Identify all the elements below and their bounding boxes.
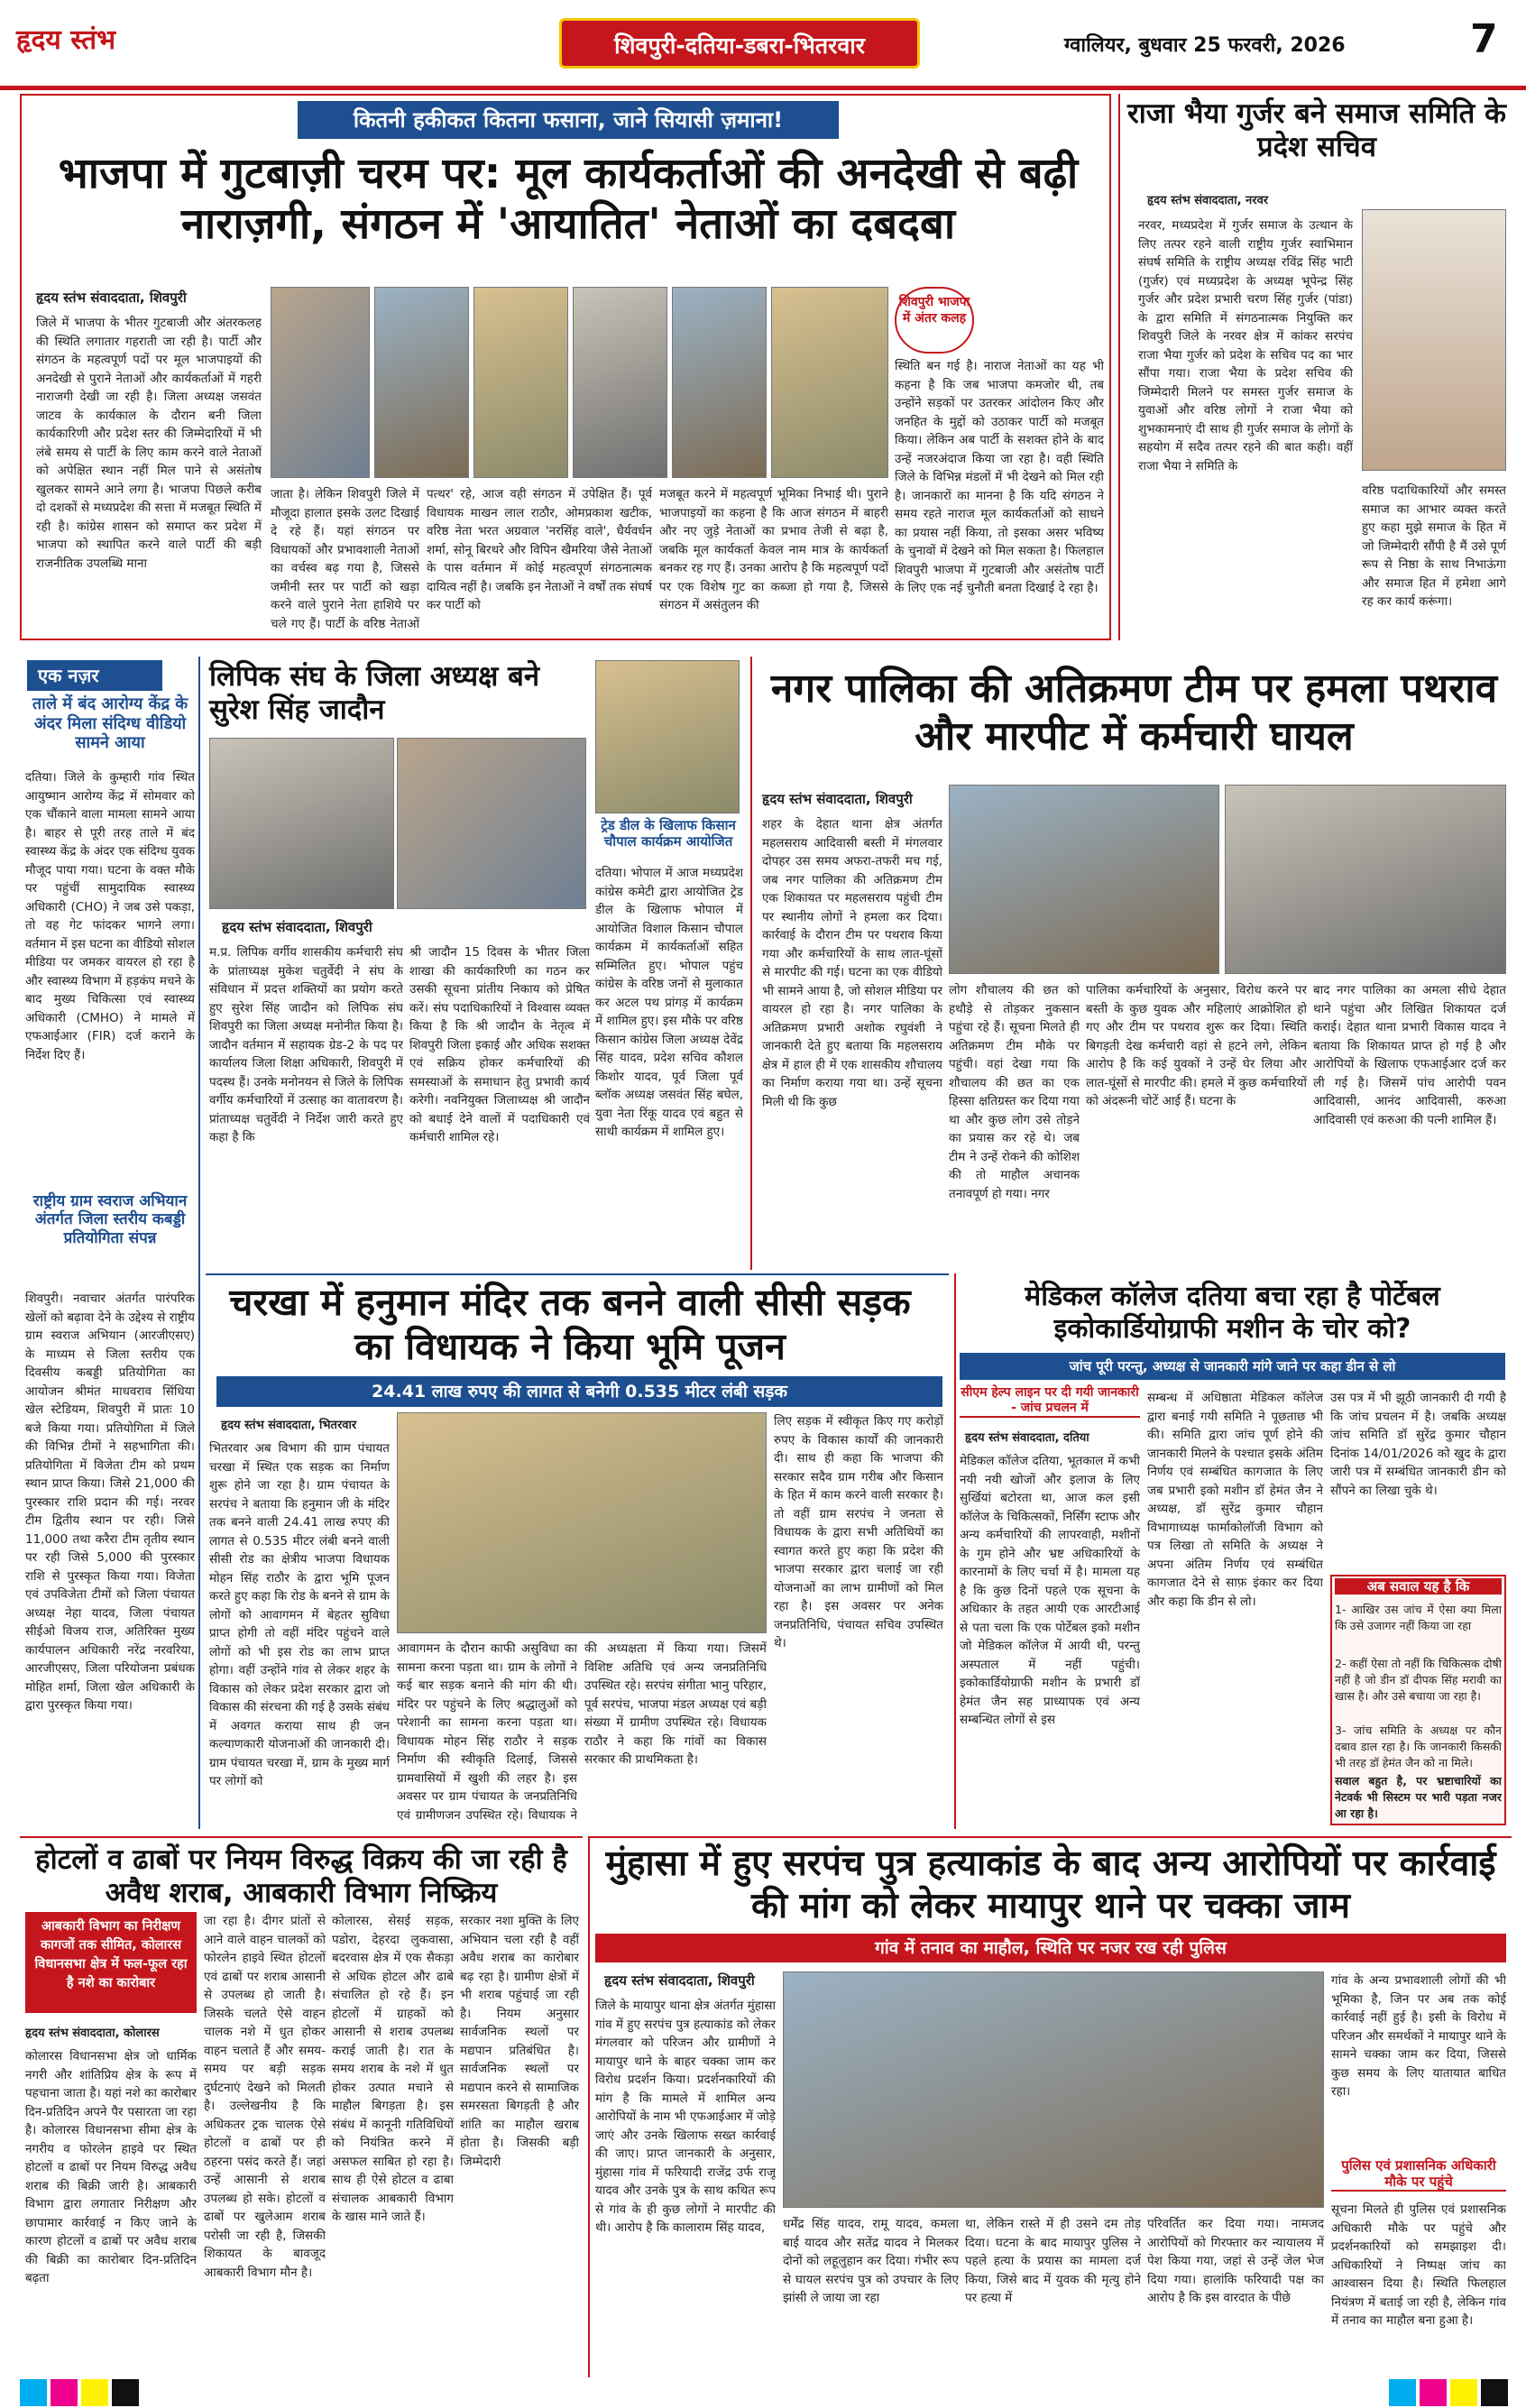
munhasa-col-4: परिवर्तित कर दिया गया। नामजद आरोपियों को गिरफ्तार कर न्यायालय में पेश किया गया, जहां से उन्हें जेल भेज दिया गया। हालांकि फरियादी पक्ष का आरोप है कि इस वारदात के पीछे [1147,2217,1324,2305]
medical-col-2: सम्बन्ध में अधिष्ठाता मेडिकल कॉलेज द्वारा बनाई गयी समिति ने पूछताछ भी की। समिति द्वारा जांच पूर्ण होने की जानकारी मिलने के पश्चात इसके अंतिम निर्णय एवं सम्बंधित कागजात के लिए जब प्रभारी इको मशीन डॉ हेमंत जैन ने अध्यक्ष, डॉ सुरेंद्र कुमार चौहान विभागाध्यक्ष फार्माकोलॉजी विभाग को पत्र लिखा तो समिति के अध्यक्ष ने अपना अंतिम निर्णय एवं सम्बंधित कागजात देने से साफ़ इंकार कर दिया और कहा कि डीन से लो। [1147,1391,1323,1609]
lipik-col-2: श्री जादौन 15 दिवस के भीतर जिला शाखा की कार्यकारिणी का गठन कर उसकी सूचना प्रांतीय निकाय को प्रेषित करें। संघ पदाधिकारियों ने विश्वास व्यक्त किया है कि श्री जादौन के नेतृत्व में शिवपुरी जिला इकाई और अधिक सशक्त एवं सक्रिय होकर कर्मचारियों की समस्याओं के समाधान हेतु प्रभावी कार्य करेगी। नवनियुक्त जिलाध्यक्ष श्री जादौन को बधाई देने वालों में पदाधिकारी एवं कर्मचारी शामिल रहे। [409,945,590,1144]
munhasa-strap: गांव में तनाव का माहौल, स्थिति पर नजर रख रही पुलिस [595,1934,1506,1962]
munhasa-byline: हृदय स्तंभ संवाददाता, शिवपुरी [604,1972,755,1989]
bjp-col-2: जाता है। लेकिन शिवपुरी जिले में मौजूदा हालात इसके उलट दिखाई दे रहे हैं। यहां संगठन पर विधायकों और प्रभावशाली नेताओं का वर्चस्व बढ़ गया है, जिससे जमीनी स्तर पर पार्टी को खड़ा करने वाले पुराने नेता हाशिये पर चले गए हैं। पार्टी के वरिष्ठ नेताओं [271,487,419,631]
charkha-col-2: आवागमन के दौरान काफी असुविधा का सामना करना पड़ता था। ग्राम के लोगों ने कई बार सड़क बनाने की मांग की थी। मंदिर पर पहुंचने के लिए श्रद्धालुओं को परेशानी का सामना करना पड़ता था। विधायक मोहन सिंह राठौर ने सड़क निर्माण की स्वीकृति दिलाई, जिससे ग्रामवासियों में खुशी की लहर है। इस अवसर पर ग्राम पंचायत के जनप्रतिनिधि एवं ग्रामीणजन उपस्थित रहे। विधायक ने [397,1641,577,1823]
photo-lipik-2 [397,738,586,909]
nazar-body-2: शिवपुरी। नवाचार अंतर्गत पारंपरिक खेलों को बढ़ावा देने के उद्देश्य से राष्ट्रीय ग्राम स्वराज अभियान (आरजीएसए) के माध्यम से जिला स्तरीय एक दिवसीय कबड्डी प्रतियोगिता का आयोजन श्रीमंत माधवराव सिंधिया खेल स्टेडियम, शिवपुरी में प्रातः 10 बजे किया गया। प्रतियोगिता में जिले की विभिन्न टीमों ने सहभागिता की। प्रतियोगिता में विजेता टीम को प्रथम स्थान प्राप्त किया। जिसे 21,000 की पुरस्कार राशि प्रदान की गई। नरवर टीम द्वितीय स्थान पर रही। जिसे 11,000 तथा करैरा टीम तृतीय स्थान पर रही जिसे 5,000 की पुरस्कार राशि से पुरस्कृत किया गया। विजेता एवं उपविजेता टीमों को जिला पंचायत अध्यक्ष नेहा यादव, जिला पंचायत सीईओ विजय राज, अतिरिक्त मुख्य कार्यपालन अधिकारी नरेंद्र नरवरिया, आरजीएसए, जिला परियोजना प्रबंधक मोहित शर्मा, जिला खेल अधिकारी के द्वारा पुरस्कृत किया गया। [25,1291,195,1713]
color-mark-magenta [51,2379,78,2406]
photo-leader-4 [573,287,667,478]
charkha-strap: 24.41 लाख रुपए की लागत से बनेगी 0.535 मीटर लंबी सड़क [216,1376,942,1407]
color-mark-black [112,2379,139,2406]
photo-raja-bhaiya [1362,209,1506,471]
color-mark-yellow [81,2379,108,2406]
liquor-tag: आबकारी विभाग का निरीक्षण कागजों तक सीमित, कोलारस विधानसभा क्षेत्र में फल-फूल रहा है नशे का कारोबार [25,1912,197,2013]
munhasa-col-3: था, लेकिन रास्ते में ही उसने दम तोड़ दिया। घटना के बाद मायापुर पुलिस ने पहले हत्या के प्रयास का मामला दर्ज किया, जिसे बाद में युवक की मृत्यु होने पर हत्या में [965,2217,1141,2305]
liquor-col-3: कोलारस, सेसई सड़क, पडोरा, देहरदा लुकवासा, बदरवास क्षेत्र में एक सैकड़ा से अधिक होटल और ढाबे संचालित हो रहे हैं। इन होटलों में ग्राहकों को आसानी से शराब उपलब्ध कराई जाती है। रात के समय शराब के नशे में धुत होकर उत्पात मचाने से माहौल बिगड़ता है। इस संबंध में कानूनी गतिविधियों को नियंत्रित करने में असफल साबित हो रहा है। साथ ही ऐसे होटल व ढाबा संचालक आबकारी विभाग के खास माने जाते हैं। [332,1914,454,2224]
attack-headline: नगर पालिका की अतिक्रमण टीम पर हमला पथराव और मारपीट में कर्मचारी घायल [770,666,1498,759]
medical-headline: मेडिकल कॉलेज दतिया बचा रहा है पोर्टेबल इकोकार्डियोग्राफी मशीन के चोर को? [1025,1281,1440,1345]
liquor-col-2: जा रहा है। दीगर प्रांतों से आने वाले वाहन चालकों को फोरलेन हाइवे स्थित होटलों एवं ढाबों पर शराब आसानी से उपलब्ध हो जाती है। जिसके चलते ऐसे वाहन चालक नशे में धुत होकर वाहन चलाते हैं और समय-समय पर बड़ी सड़क दुर्घटनाएं देखने को मिलती है। उल्लेखनीय है कि अधिकतर ट्रक चालक ऐसे होटलों व ढाबों पर ही ठहरना पसंद करते हैं। जहां उन्हें आसानी से शराब उपलब्ध हो सके। होटलों व ढाबों पर खुलेआम शराब परोसी जा रही है, जिसकी शिकायत के बावजूद आबकारी विभाग मौन है। [204,1914,326,2280]
question-note: सवाल बहुत है, पर भ्रष्टाचारियों का नेटवर्क भी सिस्टम पर भारी पड़ता नजर आ रहा है। [1335,1774,1502,1820]
page-number: 7 [1470,16,1498,62]
bjp-byline: हृदय स्तंभ संवाददाता, शिवपुरी [36,290,187,306]
bjp-kicker: कितनी हकीकत कितना फसाना, जाने सियासी ज़माना! [298,101,839,139]
lipik-col-1: म.प्र. लिपिक वर्गीय शासकीय कर्मचारी संघ के प्रांताध्यक्ष मुकेश चतुर्वेदी ने संघ के संविधान में प्रदत्त शक्तियों का प्रयोग करते हुए सुरेश सिंह जादौन को लिपिक संघ शिवपुरी का जिला अध्यक्ष मनोनीत किया है। जादौन वर्तमान में सहायक ग्रेड-2 के पद पर कार्यालय जिला शिक्षा अधिकारी, शिवपुरी में पदस्थ हैं। उनके मनोनयन से जिले के लिपिक वर्गीय कर्मचारियों में उत्साह का वातावरण है। प्रांताध्यक्ष चतुर्वेदी ने निर्देश जारी करते हुए कहा है कि [209,945,403,1144]
brand-logo: हृदय स्तंभ [16,24,116,56]
medical-byline: हृदय स्तंभ संवाददाता, दतिया [965,1431,1089,1445]
attack-col-4: बाद नगर पालिका का अमला सीधे देहात थाने पहुंचा और लिखित शिकायत दर्ज कराई। देहात थाना प्रभारी विकास यादव ने बताया कि शिकायत प्राप्त हो गई है और आरोपियों के खिलाफ एफआईआर दर्ज कर ली गई है। जिसमें पांच आरोपी पवन आदिवासी, आनंद आदिवासी, करुआ आदिवासी एवं करुआ की पत्नी शामिल हैं। [1313,983,1506,1127]
bjp-badge: शिवपुरी भाजपा में अंतर कलह [895,287,974,354]
liquor-byline: हृदय स्तंभ संवाददाता, कोलारस [25,2027,160,2040]
lipik-byline: हृदय स्तंभ संवाददाता, शिवपुरी [222,919,372,935]
bjp-headline: भाजपा में गुटबाज़ी चरम पर: मूल कार्यकर्ताओं की अनदेखी से बढ़ी नाराज़गी, संगठन में 'आयातित' नेताओं का दबदबा [58,149,1079,250]
munhasa-col-1: जिले के मायापुर थाना क्षेत्र अंतर्गत मुंहासा गांव में हुए सरपंच पुत्र हत्याकांड को लेकर मंगलवार को परिजन और ग्रामीणों ने मायापुर थाने के बाहर चक्का जाम कर विरोध प्रदर्शन किया। प्रदर्शनकारियों की मांग है कि मामले में शामिल अन्य आरोपियों के नाम भी एफआईआर में जोड़े जाएं और उनके खिलाफ सख्त कार्रवाई की जाए। प्राप्त जानकारी के अनुसार, मुंहासा गांव में फरियादी राजेंद्र उर्फ राजू यादव और उनके पुत्र के साथ कथित रूप से गांव के ही कुछ लोगों ने मारपीट की थी। आरोप है कि कालाराम सिंह यादव, [595,1999,776,2235]
raja-headline: राजा भैया गुर्जर बने समाज समिति के प्रदेश सचिव [1127,97,1506,164]
munhasa-col-5: गांव के अन्य प्रभावशाली लोगों की भी भूमिका है, जिन पर अब तक कोई कार्रवाई नहीं हुई है। इसी के विरोध में परिजन और समर्थकों ने मायापुर थाने के सामने चक्का जाम कर दिया, जिससे कुछ समय के लिए यातायात बाधित रहा। [1331,1973,1506,2099]
color-mark-magenta-right [1420,2379,1447,2406]
photo-leader-5 [672,287,767,478]
question-1: 1- आखिर उस जांच में ऐसा क्या मिला कि उसे उजागर नहीं किया जा रहा [1335,1603,1502,1632]
issue-date: ग्वालियर, बुधवार 25 फरवरी, 2026 [1064,34,1346,57]
bjp-col-5: स्थिति बन गई है। नाराज नेताओं का यह भी कहना है कि जब भाजपा कमजोर थी, तब उन्होंने सड़कों पर उतरकर आंदोलन किए और जनहित के मुद्दों को उठाकर पार्टी को मजबूत किया। लेकिन अब पार्टी के सशक्त होने के बाद उन्हें नजरअंदाज किया जा रहा है। वही स्थिति जिले के विभिन्न मंडलों में भी देखने को मिल रही है। जानकारों का मानना है कि यदि संगठन ने समय रहते नाराज मूल कार्यकर्ताओं को साधने का प्रयास नहीं किया, तो इसका असर भविष्य के चुनावों में देखने को मिल सकता है। फिलहाल शिवपुरी भाजपा में गुटबाजी और असंतोष पार्टी के लिए एक नई चुनौती बनता दिखाई दे रहा है। [895,359,1104,595]
bjp-col-4: मजबूत करने में महत्वपूर्ण भूमिका निभाई थी। पुराने भाजपाइयों का कहना है कि आज संगठन में बाहरी और नए जुड़े नेताओं का प्रभाव तेजी से बढ़ा है, जबकि मूल कार्यकर्ता केवल नाम मात्र के कार्यकर्ता बनकर रह गए हैं। उनका आरोप है कि महत्वपूर्ण पदों पर एक विशेष गुट का कब्जा हो गया है, जिससे संगठन में असंतुलन की [659,487,888,612]
color-mark-cyan-right [1389,2379,1416,2406]
photo-trade-deal [595,660,740,813]
munhasa-headline: मुंहासा में हुए सरपंच पुत्र हत्याकांड के बाद अन्य आरोपियों पर कार्रवाई की मांग को लेकर मायापुर थाने पर चक्का जाम [605,1843,1496,1926]
attack-byline: हृदय स्तंभ संवाददाता, शिवपुरी [762,791,913,807]
munhasa-col-6: सूचना मिलते ही पुलिस एवं प्रशासनिक अधिकारी मौके पर पहुंचे और प्रदर्शनकारियों को समझाइश दी। अधिकारियों ने निष्पक्ष जांच का आश्वासन दिया है। स्थिति फिलहाल नियंत्रण में बताई जा रही है, लेकिन गांव में तनाव का माहौल बना हुआ है। [1331,2202,1506,2328]
color-mark-yellow-right [1450,2379,1477,2406]
raja-col-2: वरिष्ठ पदाधिकारियों और समस्त समाज का आभार व्यक्त करते हुए कहा मुझे समाज के हित में जो जिम्मेदारी सौंपी है मैं उसे पूर्ण रूप से निष्ठा के साथ निभाऊंगा और समाज हित में हमेशा आगे रह कर कार्य करूंगा। [1362,483,1506,609]
nazar-body-1: दतिया। जिले के कुम्हारी गांव स्थित आयुष्मान आरोग्य केंद्र में सोमवार को एक चौंकाने वाला मामला सामने आया है। बाहर से पूरी तरह ताले में बंद स्वास्थ्य केंद्र के अंदर एक संदिग्ध युवक मौजूद पाया गया। घटना के वक्त मौके पर पहुंचीं सामुदायिक स्वास्थ्य अधिकारी (CHO) ने जब उसे पकड़ा, तो वह गेट फांदकर भागने लगा। वर्तमान में इस घटना का वीडियो सोशल मीडिया पर जमकर वायरल हो रहा है और स्वास्थ्य विभाग में हड़कंप मचने के बाद मुख्य चिकित्सा एवं स्वास्थ्य अधिकारी (CMHO) ने मामले में एफआईआर (FIR) दर्ज कराने के निर्देश दिए हैं। [25,770,195,1062]
attack-col-1: शहर के देहात थाना क्षेत्र अंतर्गत महलसराय आदिवासी बस्ती में मंगलवार दोपहर उस समय अफरा-तफरी मच गई, जब नगर पालिका की अतिक्रमण टीम एक शिकायत पर महलसराय पहुंची टीम पर स्थानीय लोगों ने हमला कर दिया। कार्रवाई के दौरान टीम पर पथराव किया गया और कर्मचारियों के साथ लात-घूंसों से मारपीट की गई। घटना का एक वीडियो भी सामने आया है, जो सोशल मीडिया पर वायरल हो रहा है। नगर पालिका के अतिक्रमण प्रभारी अशोक रघुवंशी ने जानकारी देते हुए बताया कि महलसराय क्षेत्र में हाल ही में एक शासकीय शौचालय का निर्माण कराया गया था। उन्हें सूचना मिली थी कि कुछ [762,817,942,1109]
photo-attack-2 [1225,785,1506,974]
medical-strap: जांच पूरी परन्तु, अध्यक्ष से जानकारी मांगे जाने पर कहा डीन से लो [960,1353,1505,1380]
photo-leader-3 [473,287,568,478]
medical-col-3: उस पत्र में भी झूठी जानकारी दी गयी है कि जांच प्रचलन में है। जबकि अध्यक्ष जांच समिति डॉ सुरेंद्र कुमार चौहान दिनांक 14/01/2026 को खुद के द्वारा जारी पत्र में सम्बंधित जानकारी डीन को सौंपने का लिखा चुके थे। [1330,1391,1506,1498]
photo-lipik-1 [209,738,394,909]
liquor-col-1: कोलारस विधानसभा क्षेत्र जो धार्मिक नगरी और शांतिप्रिय क्षेत्र के रूप में पहचाना जाता है। यहां नशे का कारोबार दिन-प्रतिदिन अपने पैर पसारता जा रहा है। कोलारस विधानसभा सीमा क्षेत्र के नगरीय व फोरलेन हाइवे पर स्थित होटलों व ढाबों पर नियम विरुद्ध अवैध शराब की बिक्री जारी है। आबकारी विभाग द्वारा लगातार निरीक्षण और छापामार कार्रवाई न किए जाने के कारण होटलों व ढाबों पर अवैध शराब की बिक्री का कारोबार दिन-प्रतिदिन बढ़ता [25,2049,197,2285]
trade-deal-headline: ट्रेड डील के खिलाफ किसान चौपाल कार्यक्रम आयोजित [601,817,736,850]
photo-bhoomi-pujan [397,1412,767,1633]
attack-col-2: लोग शौचालय की छत को हथौड़े से तोड़कर नुकसान पहुंचा रहे हैं। सूचना मिलते ही अतिक्रमण टीम मौके पर पहुंची। वहां देखा गया कि शौचालय की छत का एक हिस्सा क्षतिग्रस्त कर दिया गया था और कुछ लोग उसे तोड़ने का प्रयास कर रहे थे। जब टीम ने उन्हें रोकने की कोशिश की तो माहौल अचानक तनावपूर्ण हो गया। नगर [949,983,1080,1201]
nazar-headline-1: ताले में बंद आरोग्य केंद्र के अंदर मिला संदिग्ध वीडियो सामने आया [32,694,188,753]
photo-leader-2 [374,287,469,478]
charkha-byline: हृदय स्तंभ संवाददाता, भितरवार [221,1419,357,1432]
photo-chakka-jam [783,1971,1324,2208]
question-box-title: अब सवाल यह है कि [1335,1578,1502,1595]
bjp-col-3: पत्थर' रहे, आज वही संगठन में उपेक्षित हैं। पूर्व विधायक माखन लाल राठौर, ओमप्रकाश खटीक, वरिष्ठ नेता भरत अग्रवाल 'नरसिंह वाले', धैर्यवर्धन शर्मा, सोनू बिरथरे और विपिन खैमरिया जैसे नेताओं के पास वर्तमान में कोई महत्वपूर्ण संगठनात्मक दायित्व नहीं है। जबकि इन नेताओं ने वर्षों तक संघर्ष कर पार्टी को [427,487,652,612]
edition-ribbon: शिवपुरी-दतिया-डबरा-भितरवार [559,18,920,69]
munhasa-col-2: धर्मेंद्र सिंह यादव, रामू यादव, कमला बाई यादव और सतेंद्र यादव ने मिलकर दोनों को लहूलुहान कर दिया। गंभीर रूप से घायल सरपंच पुत्र को उपचार के लिए झांसी ले जाया जा रहा [783,2217,959,2305]
question-2: 2- कहीं ऐसा तो नहीं कि चिकित्सक दोषी नहीं है जो डीन डॉ दीपक सिंह मरावी का खास है। और उसे बचाया जा रहा है। [1335,1657,1502,1703]
color-mark-cyan [20,2379,47,2406]
charkha-col-4: लिए सड़क में स्वीकृत किए गए करोड़ों रुपए के विकास कार्यों की जानकारी दी। साथ ही कहा कि भाजपा की सरकार सदैव ग्राम गरीब और किसान के हित में काम करने वाली सरकार है। तो वहीं ग्राम सरपंच ने जनता से विधायक के द्वारा सभी अतिथियों का स्वागत करते हुए कहा कि प्रदेश की भाजपा सरकार द्वारा चलाई जा रही योजनाओं का लाभ ग्रामीणों को मिल रहा है। इस अवसर पर अनेक जनप्रतिनिधि, पंचायत सचिव उपस्थित थे। [774,1414,943,1650]
medical-subhead: सीएम हेल्प लाइन पर दी गयी जानकारी - जांच प्रचलन में [960,1385,1140,1418]
photo-leader-6 [771,287,888,478]
medical-col-1: मेडिकल कॉलेज दतिया, भूतकाल में कभी नयी नयी खोजों और इलाज के लिए सुर्खियां बटोरता था, आज कल इसी कॉलेज के चिकित्सकों, निर्सिंग स्टाफ और अन्य कर्मचारियों की लापरवाही, मशीनों के गुम होने और भ्रष्ट अधिकारियों के कारनामों के लिए चर्चा में है। मामला यह है कि कुछ दिनों पहले एक सूचना के अधिकार के तहत आयी एक आरटीआई से पता चला कि एक पोर्टेबल इको मशीन जो मेडिकल कॉलेज में आयी थी, परन्तु अस्पताल में नहीं पहुंची। इकोकार्डियोग्राफी मशीन के प्रभारी डॉ हेमंत जैन सह प्राध्यापक एवं अन्य सम्बन्धित लोगों से इस [960,1454,1140,1727]
photo-attack-1 [949,785,1219,974]
ek-nazar-label: एक नज़र [27,660,162,691]
nazar-headline-2: राष्ट्रीय ग्राम स्वराज अभियान अंतर्गत जिला स्तरीय कबड्डी प्रतियोगिता संपन्न [32,1192,188,1247]
attack-col-3: पालिका कर्मचारियों के अनुसार, विरोध करने पर बस्ती के कुछ युवक और महिलाएं आक्रोशित हो गए और टीम पर पथराव शुरू कर दिया। स्थिति बिगड़ती देख कर्मचारी वहां से हटने लगे, लेकिन आरोप है कि कई युवकों ने उन्हें घेर लिया और लात-घूंसों से मारपीट की। हमले में कुछ कर्मचारियों को अंदरूनी चोटें आई हैं। घटना के [1086,983,1307,1108]
liquor-col-4: सरकार नशा मुक्ति के लिए अभियान चला रही है वहीं अवैध शराब का कारोबार बढ़ रहा है। ग्रामीण क्षेत्रों में भी शराब पहुंचाई जा रही है। नियम अनुसार सार्वजनिक स्थलों पर मद्यपान प्रतिबंधित है। सार्वजनिक स्थलों पर मद्यपान करने से सामाजिक समरसता बिगड़ती है और शांति का माहौल खराब होता है। जिसकी बड़ी जिम्मेदारी [460,1914,579,2169]
charkha-headline: चरखा में हनुमान मंदिर तक बनने वाली सीसी सड़क का विधायक ने किया भूमि पूजन [229,1281,911,1369]
liquor-headline: होटलों व ढाबों पर नियम विरुद्ध विक्रय की जा रही है अवैध शराब, आबकारी विभाग निष्क्रिय [35,1843,567,1910]
munhasa-subhead: पुलिस एवं प्रशासनिक अधिकारी मौके पर पहुंचे [1331,2157,1506,2192]
question-3: 3- जांच समिति के अध्यक्ष पर कौन दबाव डाल रहा है। कि जानकारी किसकी भी तरह डॉ हेमंत जैन को ना मिले। [1335,1723,1502,1769]
charkha-col-3: की अध्यक्षता में किया गया। जिसमें विशिष्ट अतिथि एवं अन्य जनप्रतिनिधि उपस्थित रहे। सरपंच संगीता भानु परिहार, पूर्व सरपंच, भाजपा मंडल अध्यक्ष एवं बड़ी संख्या में ग्रामीण उपस्थित रहे। विधायक राठौर ने कहा कि गांवों का विकास सरकार की प्राथमिकता है। [584,1641,767,1767]
bjp-col-1: जिले में भाजपा के भीतर गुटबाजी और अंतरकलह की स्थिति लगातार गहराती जा रही है। पार्टी और संगठन के महत्वपूर्ण पदों पर मूल भाजपाइयों की अनदेखी से पुराने नेताओं और कार्यकर्ताओं में गहरी नाराजगी देखी जा रही है। जिला अध्यक्ष जसवंत जाटव के कार्यकाल के दौरान बनी जिला कार्यकारिणी और प्रदेश स्तर की जिम्मेदारियों में भी लंबे समय से पार्टी के लिए काम करने वाले नेताओं को अपेक्षित स्थान नहीं मिल पाने से असंतोष खुलकर सामने आने लगा है। भाजपा पिछले करीब दो दशकों से मध्यप्रदेश की सत्ता में मजबूत स्थिति में रही है। कांग्रेस शासन को समाप्त कर प्रदेश में भाजपा को स्थापित करने वाले पार्टी की बड़ी राजनीतिक उपलब्धि माना [36,316,262,571]
charkha-col-1: भितरवार अब विभाग की ग्राम पंचायत चरखा में स्थित एक सड़क का निर्माण शुरू होने जा रहा है। ग्राम पंचायत के सरपंच ने बताया कि हनुमान जी के मंदिर तक बनने वाली 24.41 लाख रुपए की लागत से 0.535 मीटर लंबी बनने वाली सीसी रोड का क्षेत्रीय भाजपा विधायक मोहन सिंह राठौर के द्वारा भूमि पूजन करते हुए कहा कि रोड के बनने से ग्राम के लोगों को आवागमन में बेहतर सुविधा प्राप्त होगी तो वहीं मंदिर पहुंचने वाले लोगों को भी इस रोड का लाभ प्राप्त होगा। वहीं उन्होंने गांव से लेकर शहर के विकास को लेकर प्रदेश सरकार द्वारा जो विकास की संरचना की गई है उसके संबंध में अवगत कराया साथ ही जन कल्याणकारी योजनाओं की जानकारी दी। ग्राम पंचायत चरखा में, ग्राम के मुख्य मार्ग पर लोगों को [209,1441,390,1788]
raja-col-1: नरवर, मध्यप्रदेश में गुर्जर समाज के उत्थान के लिए तत्पर रहने वाली राष्ट्रीय गुर्जर स्वाभिमान संघर्ष समिति के राष्ट्रीय अध्यक्ष रविंद्र सिंह भाटी (गुर्जर) एवं मध्यप्रदेश के अध्यक्ष भूपेन्द्र सिंह गुर्जर और प्रदेश प्रभारी चरण सिंह गुर्जर (पांडा) के द्वारा समिति में संगठनात्मक नियुक्ति कर शिवपुरी जिले के नरवर क्षेत्र में कांकर सरपंच राजा भैया गुर्जर को प्रदेश के सचिव पद का भार सौंपा गया। राजा भैया के प्रदेश सचिव की जिम्मेदारी मिलने पर समस्त गुर्जर समाज के युवाओं और वरिष्ठ लोगों ने राजा भैया को शुभकामनाएं दी साथ ही गुर्जर समाज के लोगों के सहयोग में सदैव तत्पर रहने की बात कही। वहीं राजा भैया ने समिति के [1138,218,1353,473]
photo-leader-1 [271,287,370,478]
trade-deal-body: दतिया। भोपाल में आज मध्यप्रदेश कांग्रेस कमेटी द्वारा आयोजित ट्रेड डील के खिलाफ भोपाल में आयोजित विशाल किसान चौपाल कार्यक्रम में कार्यकर्ताओं सहित सम्मिलित हुए। भोपाल पहुंच कांग्रेस के वरिष्ठ जनों से मुलाकात कर अटल पथ प्रांगड़ में कार्यक्रम में शामिल हुए। इस मौके पर वरिष्ठ किसान कांग्रेस जिला अध्यक्ष देवेंद्र सिंह यादव, प्रदेश सचिव कौशल किशोर यादव, पूर्व जिला पूर्व ब्लॉक अध्यक्ष जसवंत सिंह बघेल, युवा नेता रिंकू यादव एवं बहुत से साथी कार्यक्रम में शामिल हुए। [595,866,743,1139]
lipik-headline: लिपिक संघ के जिला अध्यक्ष बने सुरेश सिंह जादौन [209,660,540,727]
raja-byline: हृदय स्तंभ संवाददाता, नरवर [1147,194,1269,207]
color-mark-black-right [1481,2379,1508,2406]
